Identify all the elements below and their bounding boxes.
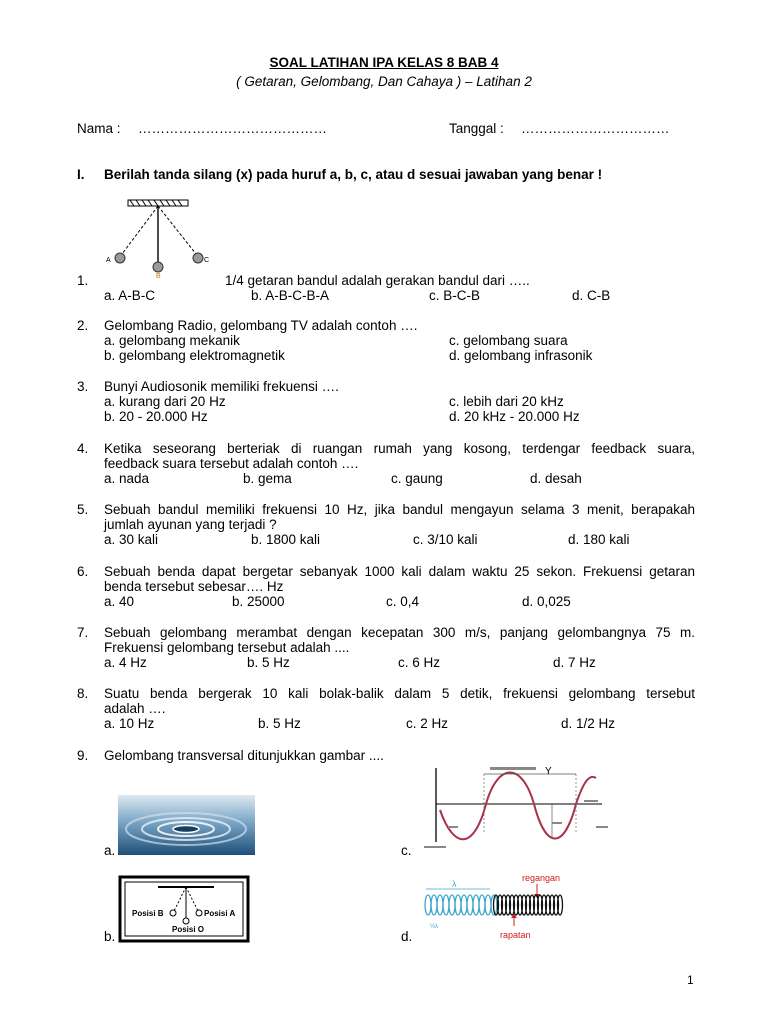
q1-text: 1/4 getaran bandul adalah gerakan bandul dari ….. bbox=[225, 273, 530, 288]
spring-coil-stretch bbox=[449, 895, 455, 915]
q7-text-line1: Sebuah gelombang merambat dengan kecepatan 300 m/s, panjang gelombangnya 75 m. bbox=[104, 625, 695, 640]
name-field[interactable]: …………………………………… bbox=[138, 121, 327, 136]
q4-option-b[interactable]: b. gema bbox=[243, 471, 292, 486]
q2-option-c[interactable]: c. gelombang suara bbox=[449, 333, 568, 348]
pos-o-label: Posisi O bbox=[172, 925, 205, 934]
q1-option-c[interactable]: c. B-C-B bbox=[429, 288, 481, 303]
lambda-label: λ bbox=[452, 879, 457, 889]
q3-option-c[interactable]: c. lebih dari 20 kHz bbox=[449, 394, 564, 409]
label-b: B bbox=[156, 273, 161, 278]
q7-number: 7. bbox=[77, 625, 89, 640]
spring-coil-stretch bbox=[431, 895, 437, 915]
q9-option-c[interactable]: c. bbox=[401, 843, 412, 858]
spring-top-label: regangan bbox=[522, 873, 561, 883]
q4-option-a[interactable]: a. nada bbox=[104, 471, 150, 486]
pendulum-figure bbox=[106, 196, 218, 278]
q3-option-b[interactable]: b. 20 - 20.000 Hz bbox=[104, 409, 208, 424]
q8-number: 8. bbox=[77, 686, 89, 701]
q5-text-line2: jumlah ayunan yang terjadi ? bbox=[104, 517, 277, 532]
q2-option-b[interactable]: b. gelombang elektromagnetik bbox=[104, 348, 285, 363]
water-ripple-image bbox=[118, 795, 255, 855]
q1-option-a[interactable]: a. A-B-C bbox=[104, 288, 156, 303]
q8-option-d[interactable]: d. 1/2 Hz bbox=[561, 716, 616, 731]
date-label: Tanggal : bbox=[449, 121, 504, 136]
page-subtitle: ( Getaran, Gelombang, Dan Cahaya ) – Latihan 2 bbox=[236, 74, 532, 89]
q3-number: 3. bbox=[77, 379, 89, 394]
q6-number: 6. bbox=[77, 564, 89, 579]
page-title: SOAL LATIHAN IPA KELAS 8 BAB 4 bbox=[269, 55, 499, 70]
half-lambda-label: ½λ bbox=[430, 924, 439, 930]
q7-option-c[interactable]: c. 6 Hz bbox=[398, 655, 441, 670]
q5-option-b[interactable]: b. 1800 kali bbox=[251, 532, 321, 547]
q6-text-line1: Sebuah benda dapat bergetar sebanyak 1000 kali dalam waktu 25 sekon. Frekuensi getaran bbox=[104, 564, 695, 579]
q8-text-line2: adalah …. bbox=[104, 701, 166, 716]
q3-text: Bunyi Audiosonik memiliki frekuensi …. bbox=[104, 379, 339, 394]
q8-option-c[interactable]: c. 2 Hz bbox=[406, 716, 449, 731]
q6-option-d[interactable]: d. 0,025 bbox=[522, 594, 571, 609]
name-label: Nama : bbox=[77, 121, 121, 136]
date-field[interactable]: …………………………… bbox=[521, 121, 670, 136]
q1-number: 1. bbox=[77, 273, 89, 288]
spring-coil-stretch bbox=[467, 895, 473, 915]
q4-text-line2: feedback suara tersebut adalah contoh …. bbox=[104, 456, 359, 471]
q4-option-d[interactable]: d. desah bbox=[530, 471, 582, 486]
q9-option-d[interactable]: d. bbox=[401, 929, 413, 944]
pendulum-box-image bbox=[118, 875, 250, 943]
q4-option-c[interactable]: c. gaung bbox=[391, 471, 443, 486]
page-number: 1 bbox=[687, 973, 694, 987]
wave-y-label: Y bbox=[545, 766, 552, 777]
q5-option-a[interactable]: a. 30 kali bbox=[104, 532, 159, 547]
transverse-wave-image bbox=[424, 764, 614, 856]
spring-coil-stretch bbox=[473, 895, 479, 915]
q5-option-c[interactable]: c. 3/10 kali bbox=[413, 532, 478, 547]
q5-text-line1: Sebuah bandul memiliki frekuensi 10 Hz, jika bandul mengayun selama 3 menit, berapakah bbox=[104, 502, 695, 517]
spring-coil-stretch bbox=[437, 895, 443, 915]
q4-text-line1: Ketika seseorang berteriak di ruangan rumah yang kosong, terdengar feedback suara, bbox=[104, 441, 695, 456]
spring-coil-stretch bbox=[479, 895, 485, 915]
pos-b-label: Posisi B bbox=[132, 909, 164, 918]
q1-option-d[interactable]: d. C-B bbox=[572, 288, 611, 303]
q9-text: Gelombang transversal ditunjukkan gambar .... bbox=[104, 748, 384, 763]
spring-wave-image bbox=[418, 870, 570, 945]
q9-option-a[interactable]: a. bbox=[104, 843, 116, 858]
spring-bottom-label: rapatan bbox=[500, 930, 531, 940]
q8-option-a[interactable]: a. 10 Hz bbox=[104, 716, 155, 731]
q5-option-d[interactable]: d. 180 kali bbox=[568, 532, 630, 547]
q3-option-a[interactable]: a. kurang dari 20 Hz bbox=[104, 394, 226, 409]
q2-option-d[interactable]: d. gelombang infrasonik bbox=[449, 348, 593, 363]
spring-coil-stretch bbox=[443, 895, 449, 915]
q2-option-a[interactable]: a. gelombang mekanik bbox=[104, 333, 240, 348]
q9-option-b[interactable]: b. bbox=[104, 929, 116, 944]
q7-text-line2: Frekuensi gelombang tersebut adalah .... bbox=[104, 640, 350, 655]
label-c: C bbox=[204, 257, 210, 264]
spring-coil-stretch bbox=[461, 895, 467, 915]
q6-option-c[interactable]: c. 0,4 bbox=[386, 594, 420, 609]
spring-coil-stretch bbox=[425, 895, 431, 915]
pos-a-label: Posisi A bbox=[204, 909, 236, 918]
q6-option-a[interactable]: a. 40 bbox=[104, 594, 135, 609]
q2-number: 2. bbox=[77, 318, 89, 333]
q6-text-line2: benda tersebut sebesar…. Hz bbox=[104, 579, 284, 594]
q8-text-line1: Suatu benda bergerak 10 kali bolak-balik dalam 5 detik, frekuensi gelombang tersebut bbox=[104, 686, 695, 701]
q8-option-b[interactable]: b. 5 Hz bbox=[258, 716, 301, 731]
q2-text: Gelombang Radio, gelombang TV adalah contoh …. bbox=[104, 318, 418, 333]
q6-option-b[interactable]: b. 25000 bbox=[232, 594, 285, 609]
section-instruction: Berilah tanda silang (x) pada huruf a, b, c, atau d sesuai jawaban yang benar ! bbox=[104, 167, 603, 182]
q3-option-d[interactable]: d. 20 kHz - 20.000 Hz bbox=[449, 409, 580, 424]
q7-option-d[interactable]: d. 7 Hz bbox=[553, 655, 596, 670]
section-number: I. bbox=[77, 167, 85, 182]
q7-option-b[interactable]: b. 5 Hz bbox=[247, 655, 290, 670]
q9-number: 9. bbox=[77, 748, 89, 763]
spring-coil-stretch bbox=[485, 895, 491, 915]
q1-option-b[interactable]: b. A-B-C-B-A bbox=[251, 288, 330, 303]
q7-option-a[interactable]: a. 4 Hz bbox=[104, 655, 147, 670]
q5-number: 5. bbox=[77, 502, 89, 517]
spring-coil-stretch bbox=[455, 895, 461, 915]
q4-number: 4. bbox=[77, 441, 89, 456]
label-a: A bbox=[106, 257, 111, 264]
